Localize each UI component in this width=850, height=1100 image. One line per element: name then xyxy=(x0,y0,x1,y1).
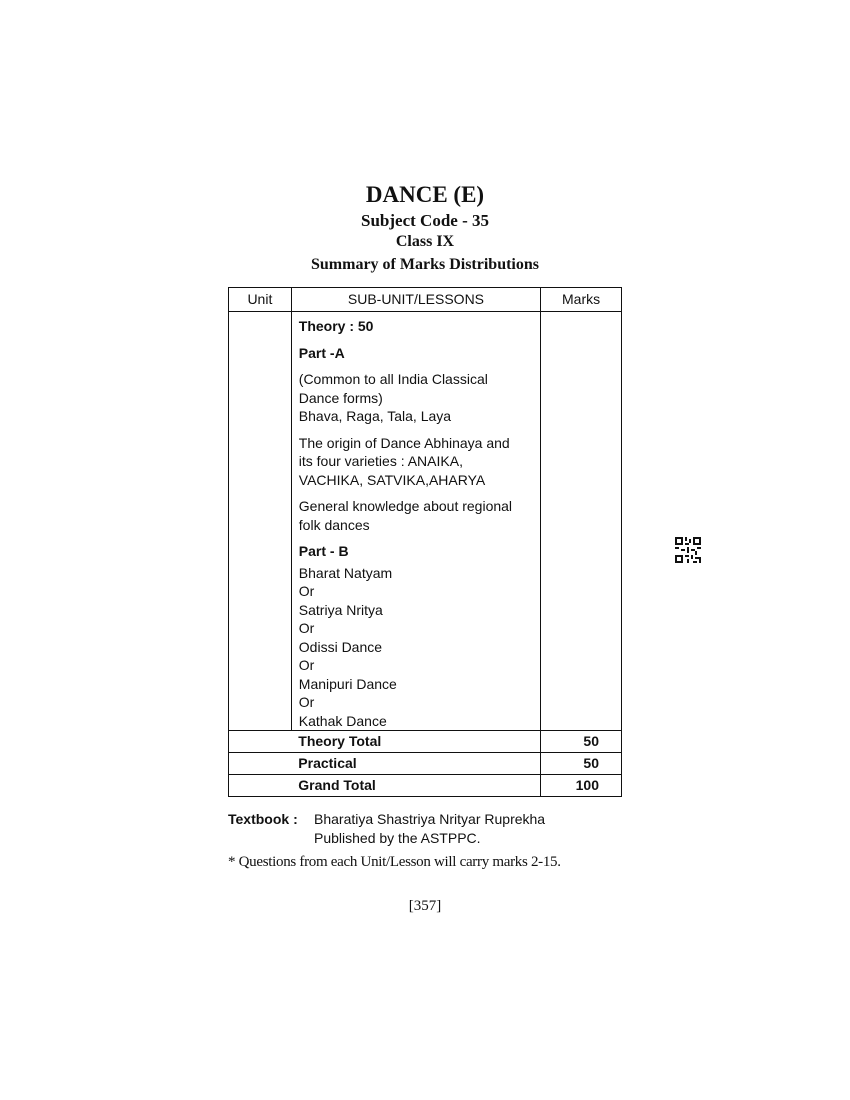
practical-row xyxy=(229,753,622,775)
page-number: [357] xyxy=(408,898,442,914)
total-spacer xyxy=(229,731,292,753)
part-a-heading: Part -A xyxy=(298,344,345,361)
list-item: Kathak Dance xyxy=(298,712,387,729)
unit-cell xyxy=(229,312,292,731)
list-item: Bharat Natyam xyxy=(298,564,393,581)
grand-total-label: Grand Total xyxy=(291,775,540,797)
column-header-sub-unit: SUB-UNIT/LESSONS xyxy=(291,288,540,312)
textbook-title: Bharatiya Shastriya Nrityar Ruprekha xyxy=(314,811,546,827)
topic-line: General knowledge about regional xyxy=(298,498,513,514)
textbook-publisher: Published by the ASTPPC. xyxy=(314,830,481,846)
total-spacer xyxy=(229,775,292,797)
list-item: Odissi Dance xyxy=(298,638,383,655)
practical-label: Practical xyxy=(291,753,540,775)
textbook-section xyxy=(228,810,622,848)
topic-line: The origin of Dance Abhinaya and xyxy=(298,434,510,451)
practical-marks: 50 xyxy=(541,753,622,775)
theory-heading: Theory : 50 xyxy=(298,318,374,334)
topic-folk-dances xyxy=(299,497,534,534)
textbook-label: Textbook : xyxy=(228,811,298,827)
qr-code-icon xyxy=(675,537,701,563)
column-header-marks: Marks xyxy=(541,288,622,312)
class-label: Class IX xyxy=(395,233,455,250)
grand-total-marks: 100 xyxy=(541,775,622,797)
total-spacer xyxy=(229,753,292,775)
summary-heading: Summary of Marks Distributions xyxy=(310,256,539,273)
page-title: DANCE (E) xyxy=(365,182,485,207)
topic-line: folk dances xyxy=(298,516,370,533)
topic-classical-forms xyxy=(299,370,534,426)
topic-line: VACHIKA, SATVIKA,AHARYA xyxy=(298,471,486,488)
theory-total-row xyxy=(229,731,622,753)
list-item: Or xyxy=(298,694,315,710)
topic-line: Dance forms) xyxy=(298,389,383,406)
list-item: Manipuri Dance xyxy=(298,675,397,692)
list-item: Or xyxy=(298,657,315,673)
column-header-unit: Unit xyxy=(229,288,292,312)
sub-unit-cell xyxy=(291,312,540,731)
list-item: Satriya Nritya xyxy=(298,601,383,618)
topic-abhinaya xyxy=(299,434,534,490)
marks-cell xyxy=(541,312,622,731)
table-row xyxy=(229,312,622,731)
topic-line: its four varieties : ANAIKA, xyxy=(298,453,463,469)
grand-total-row xyxy=(229,775,622,797)
theory-total-label: Theory Total xyxy=(291,731,540,753)
table-header-row xyxy=(229,288,622,312)
list-item: Or xyxy=(298,620,315,636)
topic-line: Bhava, Raga, Tala, Laya xyxy=(298,408,452,424)
part-b-list xyxy=(299,564,534,731)
part-b-heading: Part - B xyxy=(298,543,349,559)
marks-table xyxy=(228,287,622,797)
marks-note: * Questions from each Unit/Lesson will carry marks 2-15. xyxy=(228,854,561,870)
subject-code: Subject Code - 35 xyxy=(361,211,489,230)
topic-line: (Common to all India Classical xyxy=(298,371,488,387)
theory-total-marks: 50 xyxy=(541,731,622,753)
list-item: Or xyxy=(298,583,315,599)
